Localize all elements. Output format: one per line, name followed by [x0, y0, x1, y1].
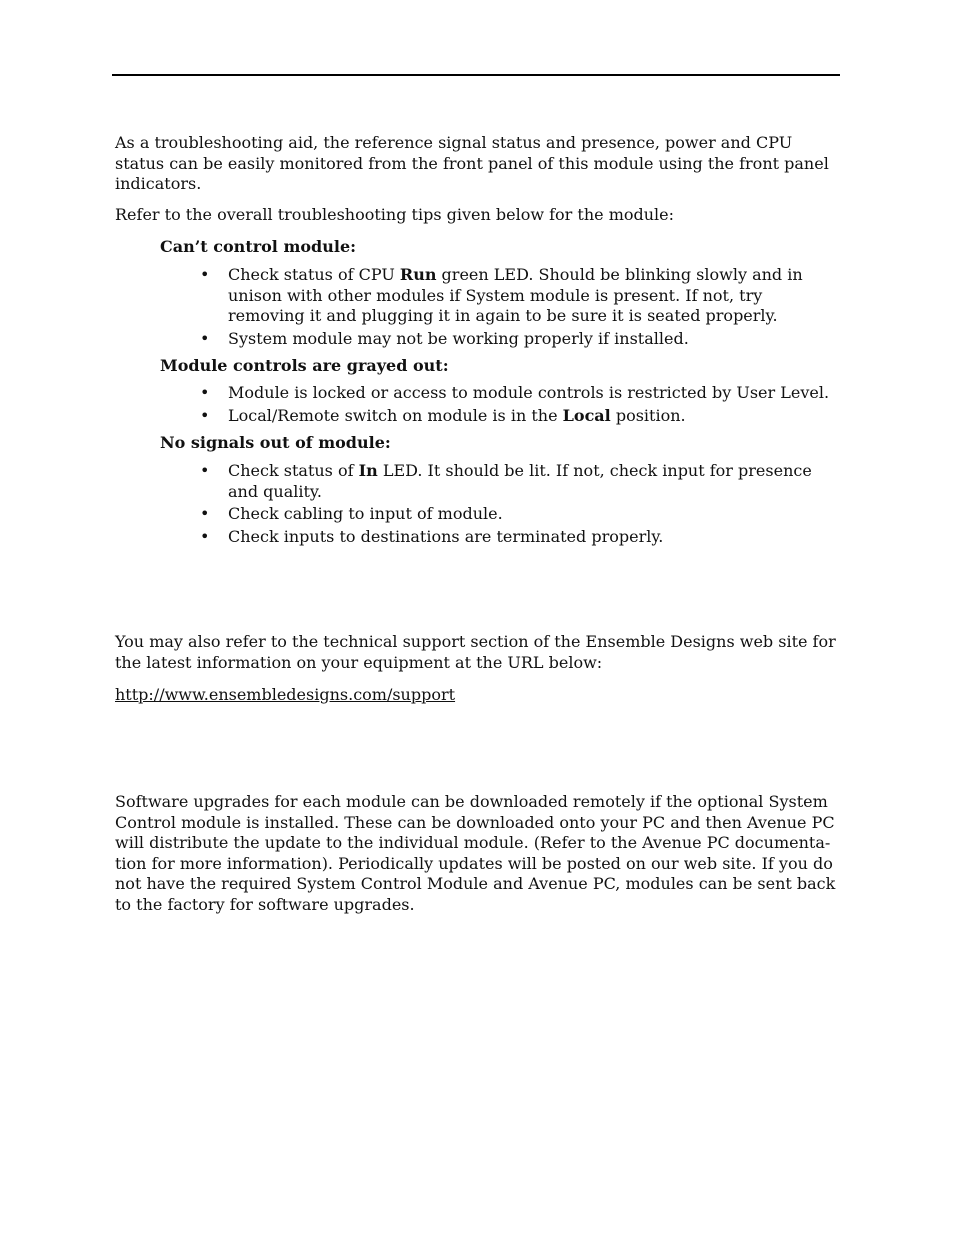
- tip-heading-no-signals: No signals out of module:: [160, 433, 391, 452]
- list-item: • Check status of CPU Run green LED. Should be blinking slowly and in unison with other modules if System module is present. If not, try removing it and plugging it in again to be sure it is seated properly.: [200, 265, 803, 325]
- header-rule: [112, 74, 840, 76]
- list-item: • Module is locked or access to module controls is restricted by User Level.: [200, 383, 830, 402]
- bullet-icon: •: [200, 265, 210, 284]
- bullet-icon: •: [200, 329, 210, 348]
- support-link[interactable]: http://www.ensembledesigns.com/support: [115, 685, 456, 704]
- bullet-icon: •: [200, 527, 210, 546]
- bullet-icon: •: [200, 461, 210, 480]
- list-item: • Check cabling to input of module.: [200, 504, 503, 523]
- tip-heading-cant-control: Can’t control module:: [160, 237, 357, 256]
- list-item: • Check status of In LED. It should be lit. If not, check input for presence and quality.: [200, 461, 812, 501]
- intro-paragraph: As a troubleshooting aid, the reference signal status and presence, power and CPU status can be easily monitored from the front panel of this module using the front panel indicators.: [115, 133, 829, 193]
- list-item: • Local/Remote switch on module is in the Local position.: [200, 406, 686, 425]
- bullet-icon: •: [200, 504, 210, 523]
- list-item: • System module may not be working properly if installed.: [200, 329, 689, 348]
- upgrades-paragraph: Software upgrades for each module can be downloaded remotely if the optional System Control module is installed. These can be downloaded onto your PC and then Avenue PC will distribute the update to the individual module. (Refer to the Avenue PC documentation for more information). Periodically updates will be posted on our web site. If you do not have the required System Control Module and Avenue PC, modules can be sent back to the factory for software upgrades.: [115, 792, 836, 914]
- support-paragraph: You may also refer to the technical support section of the Ensemble Designs web site for the latest information on your equipment at the URL below:: [115, 632, 836, 672]
- bullet-icon: •: [200, 406, 210, 425]
- support-url: [115, 685, 839, 706]
- refer-paragraph: Refer to the overall troubleshooting tips given below for the module:: [115, 205, 675, 224]
- list-item: • Check inputs to destinations are terminated properly.: [200, 527, 664, 546]
- bullet-icon: •: [200, 383, 210, 402]
- tip-heading-grayed-out: Module controls are grayed out:: [160, 356, 449, 375]
